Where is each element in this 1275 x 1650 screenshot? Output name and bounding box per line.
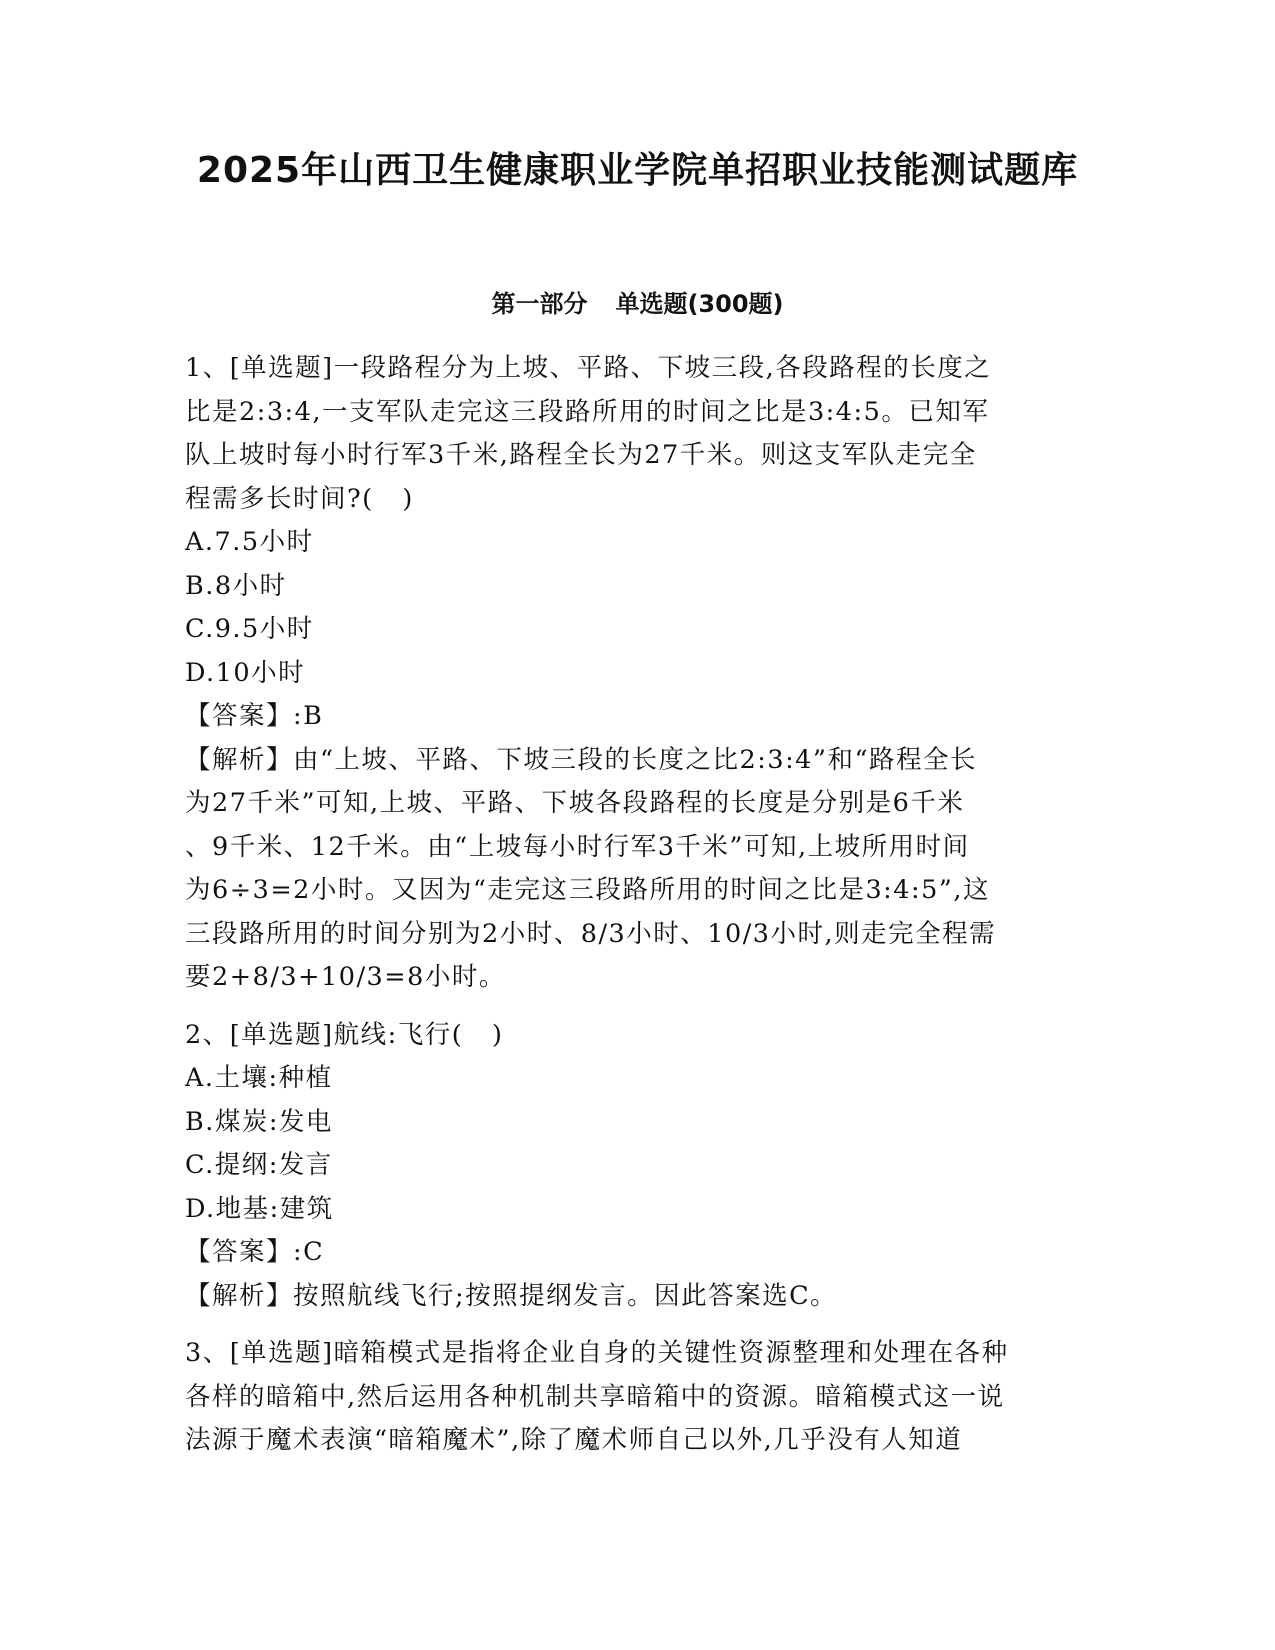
analysis-text: 由“上坡、平路、下坡三段的长度之比2:3:4”和“路程全长: [293, 744, 977, 775]
question-stem-line: 程需多长时间?( ): [185, 483, 414, 514]
question-2: [185, 1014, 1090, 1319]
question-1: [185, 347, 1090, 1000]
analysis-line: 要2+8/3+10/3=8小时。: [185, 962, 506, 992]
question-stem-line: 2、[单选题]航线:飞行( ): [185, 1019, 504, 1050]
section-part: 第一部分: [491, 290, 588, 318]
question-list: [185, 347, 1090, 1477]
analysis-line: 为6÷3=2小时。又因为“走完这三段路所用的时间之比是3:4:5”,这: [185, 875, 990, 905]
analysis-line: 为27千米”可知,上坡、平路、下坡各段路程的长度是分别是6千米: [185, 788, 965, 818]
answer-value: :B: [293, 701, 324, 731]
document-title: 2025年山西卫生健康职业学院单招职业技能测试题库: [196, 150, 1079, 191]
analysis-text: 按照航线飞行;按照提纲发言。因此答案选C。: [293, 1280, 838, 1311]
question-3: [185, 1332, 1090, 1463]
answer-value: :C: [293, 1237, 325, 1267]
question-stem-line: 1、[单选题]一段路程分为上坡、平路、下坡三段,各段路程的长度之: [185, 353, 992, 383]
analysis-line: 三段路所用的时间分别为2小时、8/3小时、10/3小时,则走完全程需: [185, 918, 997, 949]
option-b: B.煤炭:发电: [185, 1106, 333, 1137]
section-heading: [0, 284, 1275, 319]
analysis-line: [185, 1275, 1090, 1319]
option-d: D.地基:建筑: [185, 1193, 334, 1224]
analysis-label: 【解析】: [185, 1280, 294, 1311]
option-b: B.8小时: [185, 570, 287, 601]
question-stem-line: 比是2:3:4,一支军队走完这三段路所用的时间之比是3:4:5。已知军: [185, 396, 990, 427]
question-stem-line: 队上坡时每小时行军3千米,路程全长为27千米。则这支军队走完全: [185, 440, 977, 470]
option-a: A.土壤:种植: [185, 1063, 333, 1093]
answer-label: 【答案】: [185, 701, 294, 731]
section-name: 单选题(300题): [615, 290, 784, 318]
analysis-label: 【解析】: [185, 744, 294, 775]
analysis-line: 、9千米、12千米。由“上坡每小时行军3千米”可知,上坡所用时间: [185, 831, 970, 862]
option-c: C.9.5小时: [185, 614, 314, 644]
option-d: D.10小时: [185, 657, 306, 688]
option-c: C.提纲:发言: [185, 1150, 333, 1180]
analysis-line: [185, 739, 1090, 783]
question-stem-line: 各样的暗箱中,然后运用各种机制共享暗箱中的资源。暗箱模式这一说: [185, 1381, 1005, 1412]
question-stem-line: 3、[单选题]暗箱模式是指将企业自身的关键性资源整理和处理在各种: [185, 1338, 1009, 1368]
answer-line: [185, 695, 1090, 739]
answer-label: 【答案】: [185, 1237, 294, 1267]
option-a: A.7.5小时: [185, 527, 314, 557]
question-stem-line: 法源于魔术表演“暗箱魔术”,除了魔术师自己以外,几乎没有人知道: [185, 1425, 963, 1455]
answer-line: [185, 1231, 1090, 1275]
